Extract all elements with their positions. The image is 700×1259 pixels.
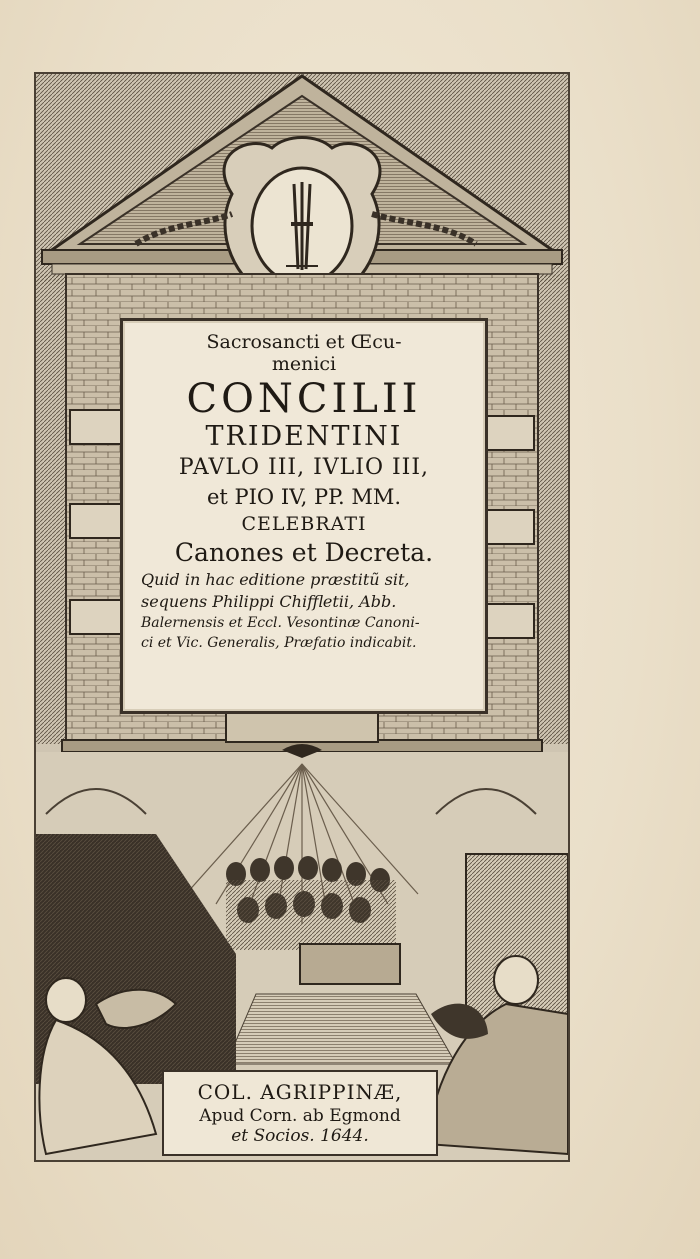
title-tablet bbox=[120, 318, 488, 714]
title-line-celebrati: CELEBRATI bbox=[241, 513, 367, 535]
italic-line-3: Balernensis et Eccl. Vesontinæ Canoni- bbox=[141, 615, 420, 631]
imprint-date: et Socios. 1644. bbox=[231, 1126, 369, 1146]
imprint-cartouche bbox=[162, 1070, 438, 1156]
title-line-pio: et PIO IV, PP. MM. bbox=[206, 485, 402, 509]
engraved-frontispiece bbox=[34, 72, 570, 1162]
title-line-tridentini: TRIDENTINI bbox=[205, 421, 403, 452]
italic-line-1: Quid in hac editione præstitũ sit, bbox=[141, 570, 410, 589]
imprint-publisher: Apud Corn. ab Egmond bbox=[199, 1106, 401, 1126]
title-line-concilii: CONCILII bbox=[186, 376, 422, 422]
imprint-place: COL. AGRIPPINÆ, bbox=[197, 1080, 403, 1104]
title-line-canones: Canones et Decreta. bbox=[174, 538, 434, 567]
title-line-2: menici bbox=[271, 353, 337, 375]
title-line-1: Sacrosancti et Œcu- bbox=[206, 331, 402, 353]
italic-line-4: ci et Vic. Generalis, Præfatio indicabit. bbox=[141, 635, 417, 651]
title-line-popes: PAVLO III, IVLIO III, bbox=[178, 455, 430, 480]
italic-line-2: sequens Philippi Chiffletii, Abb. bbox=[141, 592, 397, 611]
